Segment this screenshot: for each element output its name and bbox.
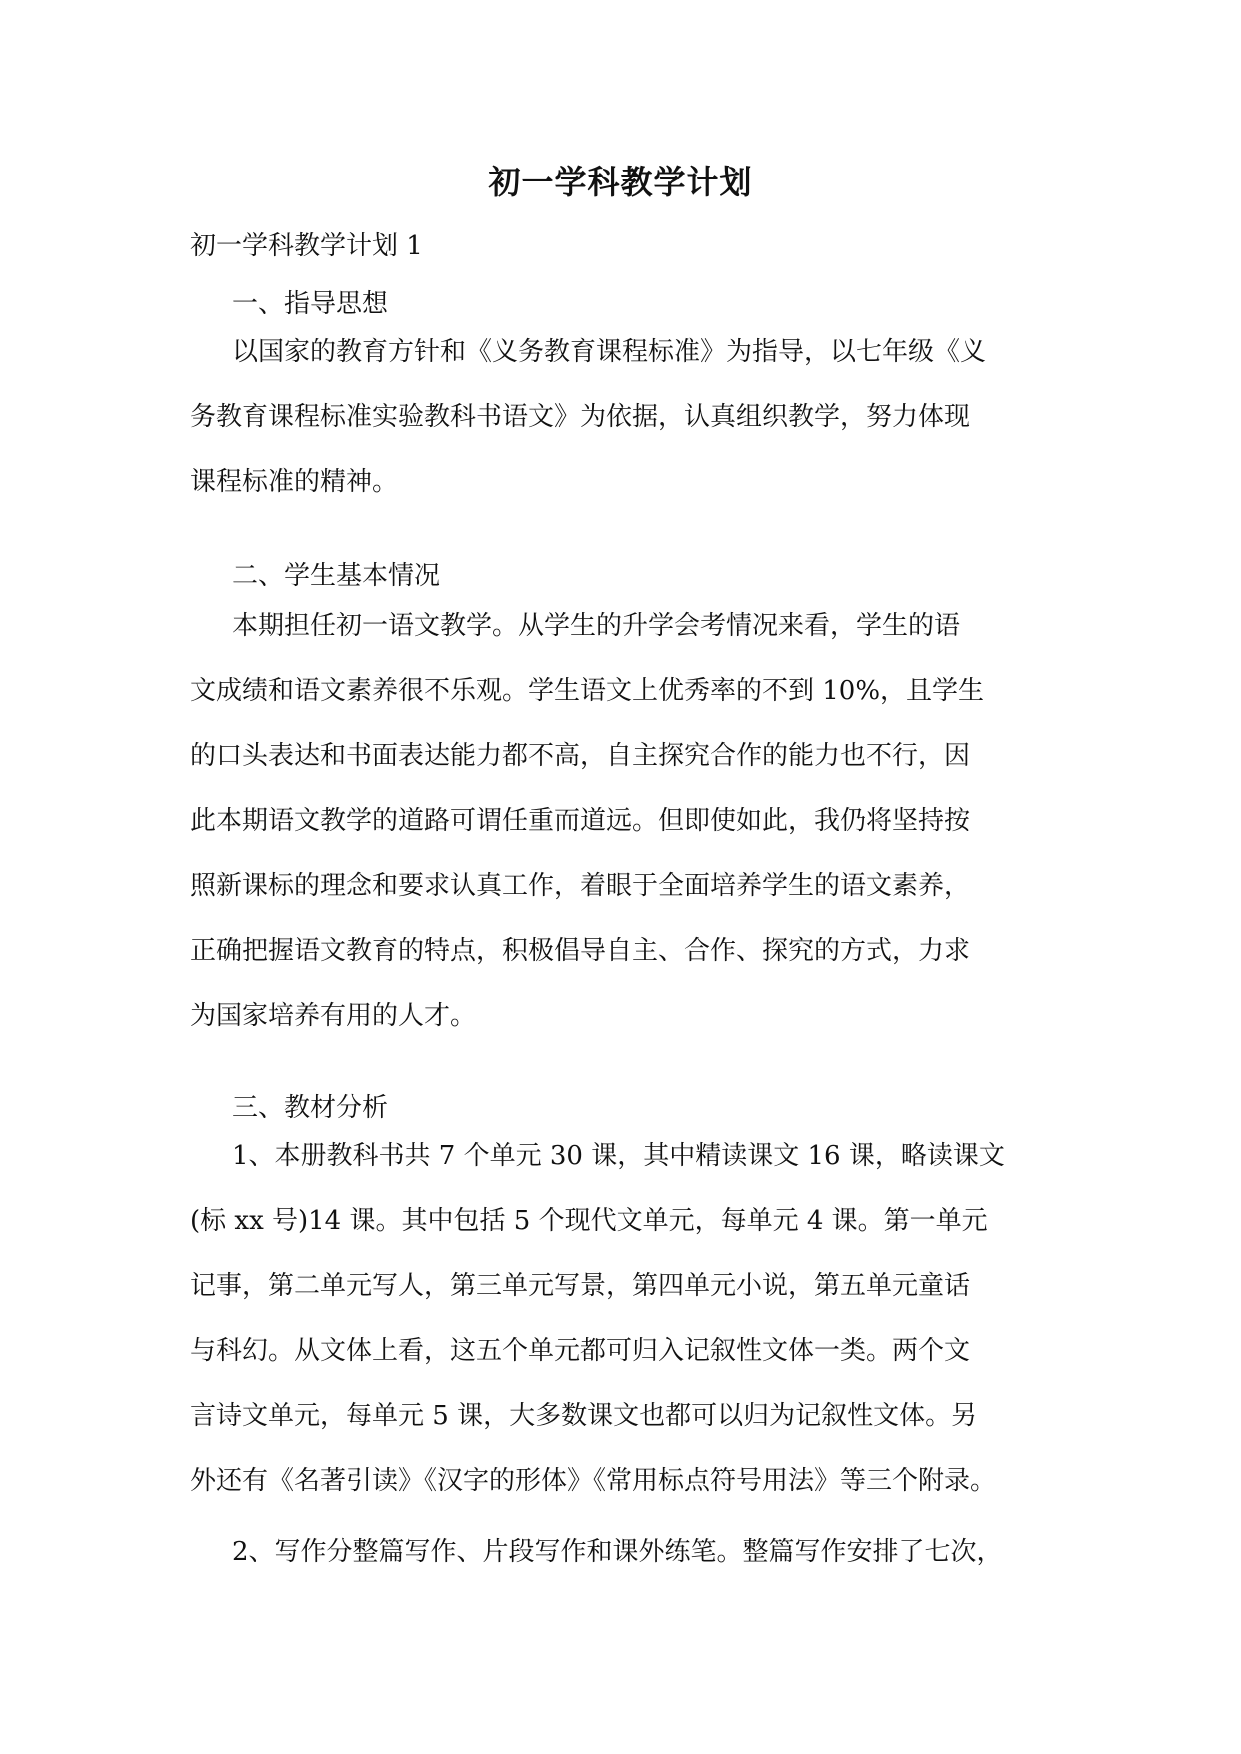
paragraph-line: (标 xx 号)14 课。其中包括 5 个现代文单元，每单元 4 课。第一单元 <box>190 1206 988 1236</box>
section-heading-guiding-ideology: 一、指导思想 <box>232 289 389 319</box>
paragraph-line: 正确把握语文教育的特点，积极倡导自主、合作、探究的方式，力求 <box>190 936 971 966</box>
paragraph-line: 为国家培养有用的人才。 <box>190 1001 477 1031</box>
section-heading-textbook-analysis: 三、教材分析 <box>232 1093 389 1123</box>
paragraph-line: 外还有《名著引读》《汉字的形体》《常用标点符号用法》等三个附录。 <box>190 1466 997 1496</box>
section-heading-student-situation: 二、学生基本情况 <box>232 561 441 591</box>
page-title: 初一学科教学计划 <box>488 163 753 201</box>
section-paragraph-writing <box>190 1520 1080 1585</box>
paragraph-line: 课程标准的精神。 <box>190 467 399 497</box>
paragraph-line: 务教育课程标准实验教科书语文》为依据，认真组织教学，努力体现 <box>190 402 971 432</box>
section-paragraph-textbook-analysis <box>190 1124 1080 1514</box>
paragraph-line: 此本期语文教学的道路可谓任重而道远。但即使如此，我仍将坚持按 <box>190 806 971 836</box>
paragraph-line: 1、本册教科书共 7 个单元 30 课，其中精读课文 16 课，略读课文 <box>232 1141 1005 1171</box>
paragraph-line: 以国家的教育方针和《义务教育课程标准》为指导，以七年级《义 <box>232 337 987 367</box>
paragraph-line: 2、写作分整篇写作、片段写作和课外练笔。整篇写作安排了七次， <box>232 1537 1003 1567</box>
paragraph-line: 的口头表达和书面表达能力都不高，自主探究合作的能力也不行，因 <box>190 741 971 771</box>
paragraph-line: 文成绩和语文素养很不乐观。学生语文上优秀率的不到 10%，且学生 <box>190 676 985 706</box>
section-paragraph-guiding-ideology <box>190 320 1080 515</box>
paragraph-line: 与科幻。从文体上看，这五个单元都可归入记叙性文体一类。两个文 <box>190 1336 971 1366</box>
paragraph-line: 言诗文单元，每单元 5 课，大多数课文也都可以归为记叙性文体。另 <box>190 1401 978 1431</box>
paragraph-line: 本期担任初一语文教学。从学生的升学会考情况来看，学生的语 <box>232 611 961 641</box>
paragraph-line: 照新课标的理念和要求认真工作，着眼于全面培养学生的语文素养， <box>190 871 971 901</box>
section-paragraph-student-situation <box>190 594 1080 1049</box>
document-subtitle: 初一学科教学计划 1 <box>190 231 423 261</box>
paragraph-line: 记事，第二单元写人，第三单元写景，第四单元小说，第五单元童话 <box>190 1271 971 1301</box>
